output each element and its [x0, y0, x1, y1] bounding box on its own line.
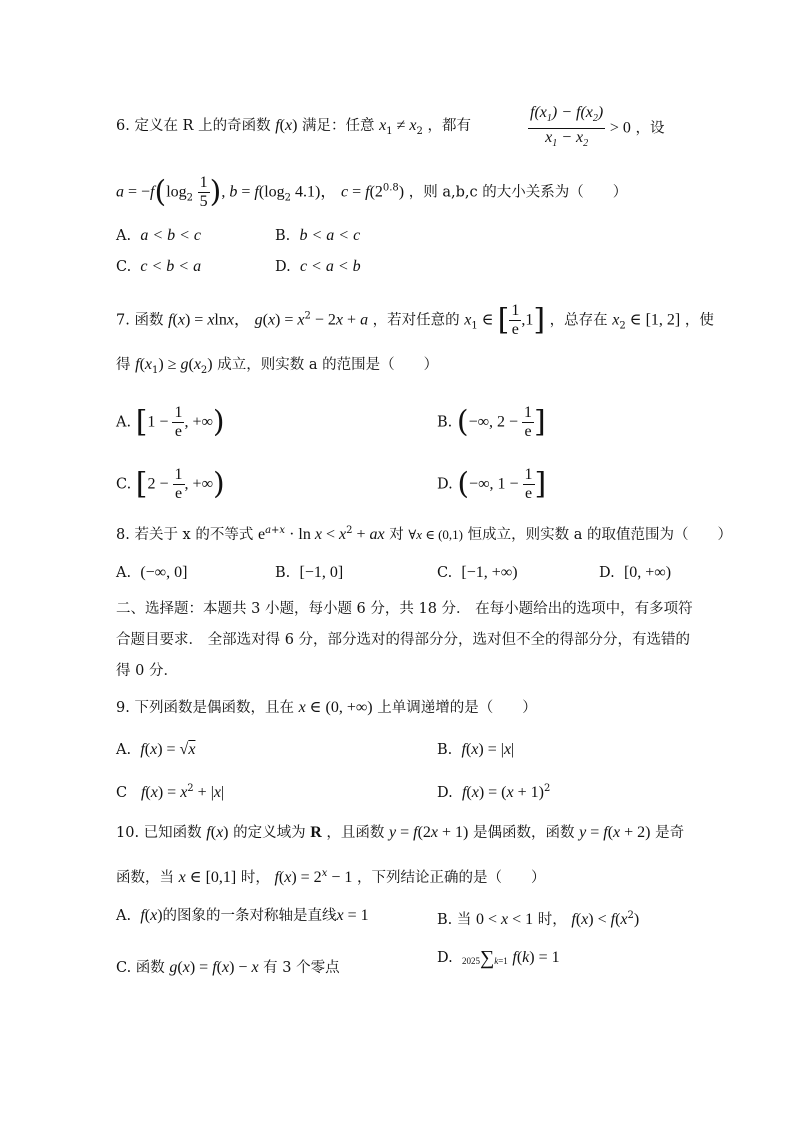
- q10-line2: 函数，当 x ∈ [0,1] 时， $f(x) = 2^x - 1$ ，下列结论正确的是（ ）: [116, 868, 546, 886]
- q8-line1: 8. 若关于 x 的不等式 $e^{a+x} \cdot \ln x < x^2$ + ax 对 ∀x ∈ (0,1) 恒成立，则实数 a 的取值范围为（ ）: [116, 525, 732, 543]
- q7-line1: 7. 函数 f(x) = xlnx， $g(x) = x^2 - 2x + a$ ，若对任意的 $x_1$ ∈ [ $\frac{1}{e}$ ,1] ，总存在 $x_2$ ∈ [1, 2] ，使: [116, 302, 714, 338]
- q8-option-d[interactable]: D. [0, +∞): [599, 564, 672, 581]
- q7-option-b[interactable]: B. (−∞, 2 − $\frac{1}{e}$ ]: [437, 404, 546, 440]
- q8-option-a[interactable]: A. (−∞, 0]: [116, 564, 188, 581]
- q6-stem-text: 6. 定义在 R 上的奇函数: [116, 118, 271, 134]
- q10-option-a[interactable]: A. f(x)的图象的一条对称轴是直线x = 1: [116, 907, 369, 924]
- q6-option-a[interactable]: A. a < b < c: [116, 227, 202, 244]
- q10-option-d[interactable]: D. 2025∑k=1 f(k) = 1: [437, 947, 560, 969]
- q9-option-b[interactable]: B. f(x) = |x|: [437, 741, 515, 758]
- q9-option-d[interactable]: D. $f(x) = (x + 1)^2$: [437, 783, 551, 801]
- q6-option-d[interactable]: D. c < a < b: [275, 258, 361, 275]
- q9-option-c[interactable]: C $f(x) = x^2 + |x|$: [116, 783, 225, 801]
- q7-line2: 得 $f(x_1) \ge g(x_2)$ 成立，则实数 a 的范围是（ ）: [116, 356, 439, 376]
- q6-fraction: $\frac{f(x_1) - f(x_2)}{x_1 - x_2}$ > 0 ，设: [530, 104, 665, 150]
- q10-option-c[interactable]: C. 函数 g(x) = f(x) − x 有 3 个零点: [116, 959, 340, 976]
- section2-instructions-line1: 二、选择题：本题共 3 小题，每小题 6 分，共 18 分． 在每小题给出的选项中，有多项符: [116, 601, 693, 617]
- q10-stem-text: 10. 已知函数: [116, 825, 202, 841]
- q8-stem-text: 8. 若关于 x 的不等式: [116, 526, 254, 543]
- section2-instructions-line3: 得 0 分．: [116, 663, 178, 679]
- q6-option-b[interactable]: B. b < a < c: [275, 227, 361, 244]
- q10-line1: 10. 已知函数 f(x) 的定义域为 R ，且函数 y = f(2x + 1) 是偶函数，函数 y = f(x + 2) 是奇: [116, 824, 685, 841]
- q9-question-text: 上单调递增的是（ ）: [377, 700, 537, 716]
- q6-question-text: ，则 a,b,c 的大小关系为（ ）: [408, 184, 628, 201]
- q7-option-a[interactable]: A. [1 − $\frac{1}{e}$ , +∞): [116, 404, 225, 440]
- q6-line2: $a = -f(\log_2$ $\frac{1}{5}$ ), $b = f(\log_2$ 4.1)， $c = f(2^{0.8})$ ，则 a,b,c 的大小关系为（ ）: [116, 174, 628, 210]
- q7-make-text: ，使: [684, 312, 714, 329]
- section2-instructions-line2: 合题目要求． 全部选对得 6 分，部分选对的得部分分，选对但不全的得部分分，有选错的: [116, 632, 691, 648]
- q6-all-text: ，都有: [427, 118, 471, 134]
- q7-any-text: ，若对任意的: [372, 312, 460, 329]
- q9-stem-text: 9. 下列函数是偶函数，且在: [116, 700, 294, 716]
- q7-option-c[interactable]: C. [2 − $\frac{1}{e}$ , +∞): [116, 466, 225, 502]
- q6-line1: 6. 定义在 R 上的奇函数 f(x) 满足：任意 $x_1 \ne x_2$ ，都有: [116, 117, 471, 137]
- q7-option-d[interactable]: D. (−∞, 1 − $\frac{1}{e}$ ]: [437, 466, 547, 502]
- q7-exists-text: ，总存在: [549, 312, 608, 329]
- q8-option-b[interactable]: B. [−1, 0]: [275, 564, 344, 581]
- q7-stem-text: 7. 函数: [116, 312, 164, 329]
- q8-question-text: 恒成立，则实数 a 的取值范围为（ ）: [467, 526, 732, 543]
- q6-let-text: ，设: [635, 120, 665, 137]
- q6-option-c[interactable]: C. c < b < a: [116, 258, 202, 275]
- q9-line1: 9. 下列函数是偶函数，且在 x ∈ (0, +∞) 上单调递增的是（ ）: [116, 699, 537, 716]
- q6-condition-text: 满足：任意: [302, 118, 375, 134]
- q10-option-b[interactable]: B. 当 0 < x < 1 时， $f(x) < f(x^2)$: [437, 910, 640, 928]
- q10-question-text: ，下列结论正确的是（ ）: [356, 869, 546, 886]
- q8-option-c[interactable]: C. [−1, +∞): [437, 564, 518, 581]
- q7-question-text: 成立，则实数 a 的范围是（ ）: [217, 357, 439, 373]
- q9-option-a[interactable]: A. f(x) = √x: [116, 741, 196, 758]
